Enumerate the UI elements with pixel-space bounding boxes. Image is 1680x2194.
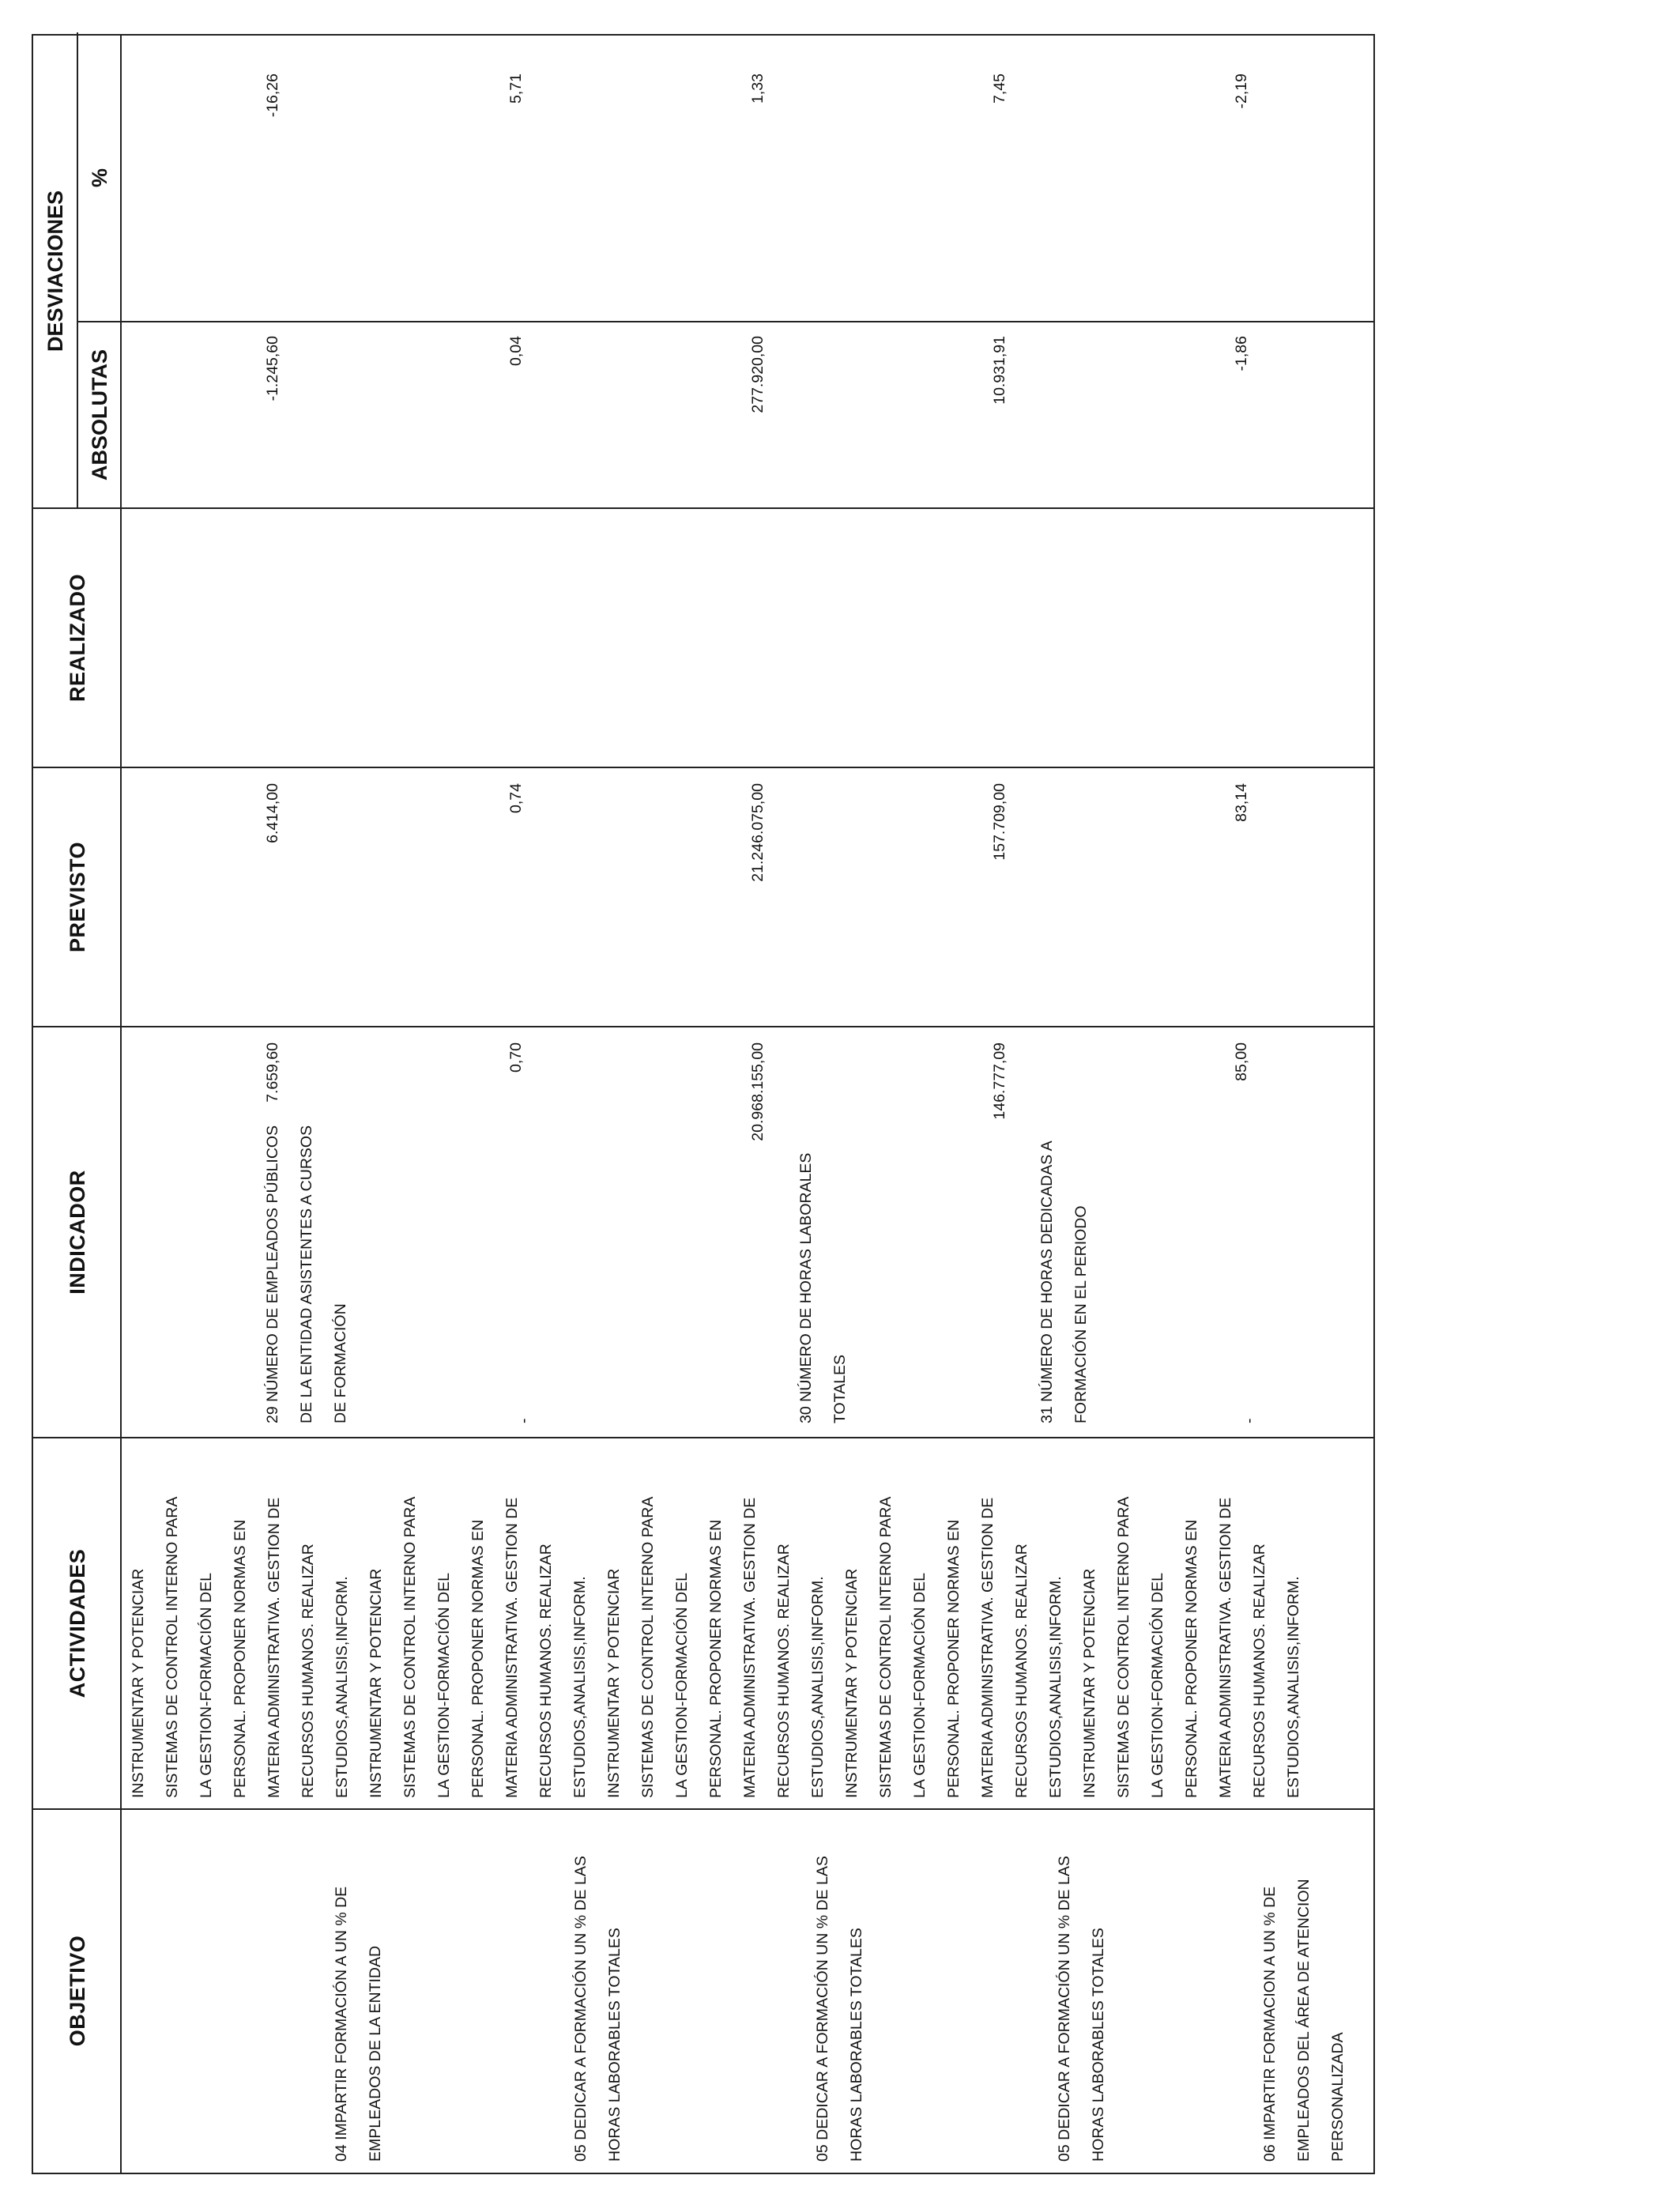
previsto-value: 85,00 [1233,1042,1250,1081]
objetivo-cell [806,1856,874,2162]
actividades-line: LA GESTION-FORMACIÓN DEL [911,1573,929,1798]
indicador-cell [507,1052,541,1423]
indicador-cell [1030,1052,1098,1423]
header-previsto: PREVISTO [65,841,89,953]
objetivo-line: 05 DEDICAR A FORMACIÓN UN % DE LAS [814,1856,831,2162]
indicador-cell [789,1052,857,1423]
actividades-line: SISTEMAS DE CONTROL INTERNO PARA [164,1496,181,1798]
actividades-line: ESTUDIOS,ANALISIS,INFORM. [571,1576,589,1798]
actividades-line: MATERIA ADMINISTRATIVA. GESTION DE [503,1497,521,1798]
header-objetivo: OBJETIVO [65,1935,89,2047]
actividades-line: INSTRUMENTAR Y POTENCIAR [367,1568,385,1798]
previsto-value: 0,70 [507,1042,525,1072]
actividades-line: PERSONAL. PROPONER NORMAS EN [232,1519,249,1798]
actividades-line: SISTEMAS DE CONTROL INTERNO PARA [401,1496,419,1798]
indicador-line: 31 NÚMERO DE HORAS DEDICADAS A [1038,1140,1056,1423]
indicador-line: FORMACIÓN EN EL PERIODO [1072,1205,1090,1423]
objetivo-line: PERSONALIZADA [1329,2032,1347,2162]
objetivo-line: 04 IMPARTIR FORMACIÓN A UN % DE [333,1886,350,2162]
header-porcentaje: % [87,168,111,188]
indicador-line: TOTALES [831,1354,849,1423]
actividades-line: INSTRUMENTAR Y POTENCIAR [1081,1568,1098,1798]
actividades-line: PERSONAL. PROPONER NORMAS EN [1183,1519,1200,1798]
indicador-line: - [1241,1418,1258,1423]
objetivo-line: HORAS LABORABLES TOTALES [606,1928,623,2162]
objetivo-line: 05 DEDICAR A FORMACIÓN UN % DE LAS [572,1856,590,2162]
actividades-line: INSTRUMENTAR Y POTENCIAR [605,1568,623,1798]
actividades-line: RECURSOS HUMANOS. REALIZAR [775,1544,793,1798]
objetivo-line: 05 DEDICAR A FORMACIÓN UN % DE LAS [1056,1856,1073,2162]
actividades-line: ESTUDIOS,ANALISIS,INFORM. [1047,1576,1064,1798]
realizado-value: 83,14 [1233,783,1250,822]
actividades-line: SISTEMAS DE CONTROL INTERNO PARA [877,1496,895,1798]
objetivo-cell [325,1886,393,2162]
indicador-cell [1233,1052,1267,1423]
absolutas-value: 277.920,00 [749,336,767,413]
realizado-value: 0,74 [507,783,525,813]
indicador-cell [256,1052,358,1423]
desviaciones-divider [77,32,78,508]
porcentaje-value: -2,19 [1233,74,1250,109]
absolutas-value: -1.245,60 [264,336,281,401]
actividades-line: ESTUDIOS,ANALISIS,INFORM. [333,1576,351,1798]
actividades-line: LA GESTION-FORMACIÓN DEL [198,1573,215,1798]
porcentaje-value: 1,33 [749,74,767,104]
header-realizado: REALIZADO [65,574,89,702]
previsto-value: 146.777,09 [991,1042,1008,1120]
objetivo-line: EMPLEADOS DE LA ENTIDAD [367,1945,384,2162]
objetivo-line: 06 IMPARTIR FORMACION A UN % DE [1261,1886,1279,2162]
absolutas-value: 10.931,91 [991,336,1008,405]
actividades-line: INSTRUMENTAR Y POTENCIAR [843,1568,861,1798]
actividades-line: RECURSOS HUMANOS. REALIZAR [1251,1544,1268,1798]
actividades-line: SISTEMAS DE CONTROL INTERNO PARA [639,1496,657,1798]
actividades-line: MATERIA ADMINISTRATIVA. GESTION DE [741,1497,759,1798]
objetivo-cell [1253,1879,1355,2162]
actividades-line: PERSONAL. PROPONER NORMAS EN [707,1519,725,1798]
indicador-line: - [515,1418,533,1423]
actividades-line: ESTUDIOS,ANALISIS,INFORM. [1285,1576,1302,1798]
actividades-line: LA GESTION-FORMACIÓN DEL [1149,1573,1166,1798]
header-actividades: ACTIVIDADES [65,1548,89,1698]
realizado-value: 21.246.075,00 [749,783,767,882]
porcentaje-value: 7,45 [991,74,1008,104]
previsto-value: 20.968.155,00 [749,1042,767,1141]
previsto-value: 7.659,60 [264,1042,281,1103]
header-indicador: INDICADOR [65,1170,89,1295]
table-body [122,36,1375,2173]
porcentaje-value: 5,71 [507,74,525,104]
objetivo-line: HORAS LABORABLES TOTALES [848,1928,865,2162]
actividades-line: INSTRUMENTAR Y POTENCIAR [130,1568,147,1798]
actividades-line: ESTUDIOS,ANALISIS,INFORM. [809,1576,827,1798]
actividades-line: MATERIA ADMINISTRATIVA. GESTION DE [1217,1497,1234,1798]
header-absolutas: ABSOLUTAS [87,349,111,481]
porcentaje-value: -16,26 [264,74,281,118]
indicador-line: DE LA ENTIDAD ASISTENTES A CURSOS [298,1125,315,1423]
actividades-line: MATERIA ADMINISTRATIVA. GESTION DE [266,1497,283,1798]
actividades-line: PERSONAL. PROPONER NORMAS EN [469,1519,487,1798]
absolutas-value: -1,86 [1233,336,1250,371]
objetivo-cell [564,1856,632,2162]
actividades-line: LA GESTION-FORMACIÓN DEL [435,1573,453,1798]
actividades-line: RECURSOS HUMANOS. REALIZAR [1013,1544,1030,1798]
objetivo-line: HORAS LABORABLES TOTALES [1090,1928,1107,2162]
actividades-line: MATERIA ADMINISTRATIVA. GESTION DE [979,1497,996,1798]
realizado-value: 157.709,00 [991,783,1008,861]
actividades-line: PERSONAL. PROPONER NORMAS EN [945,1519,962,1798]
actividades-line: SISTEMAS DE CONTROL INTERNO PARA [1115,1496,1132,1798]
indicador-line: DE FORMACIÓN [332,1303,349,1423]
actividades-cell [122,1442,1311,1798]
objetivo-line: EMPLEADOS DEL ÁREA DE ATENCION [1295,1879,1313,2162]
realizado-value: 6.414,00 [264,783,281,843]
actividades-line: RECURSOS HUMANOS. REALIZAR [537,1544,555,1798]
absolutas-value: 0,04 [507,336,525,366]
objetivo-cell [1048,1856,1116,2162]
results-table [32,34,1375,2174]
actividades-line: LA GESTION-FORMACIÓN DEL [673,1573,691,1798]
indicador-line: 29 NÚMERO DE EMPLEADOS PÚBLICOS [264,1125,281,1423]
indicador-line: 30 NÚMERO DE HORAS LABORALES [797,1152,815,1423]
actividades-line: RECURSOS HUMANOS. REALIZAR [299,1544,317,1798]
header-desviaciones: DESVIACIONES [43,190,67,352]
